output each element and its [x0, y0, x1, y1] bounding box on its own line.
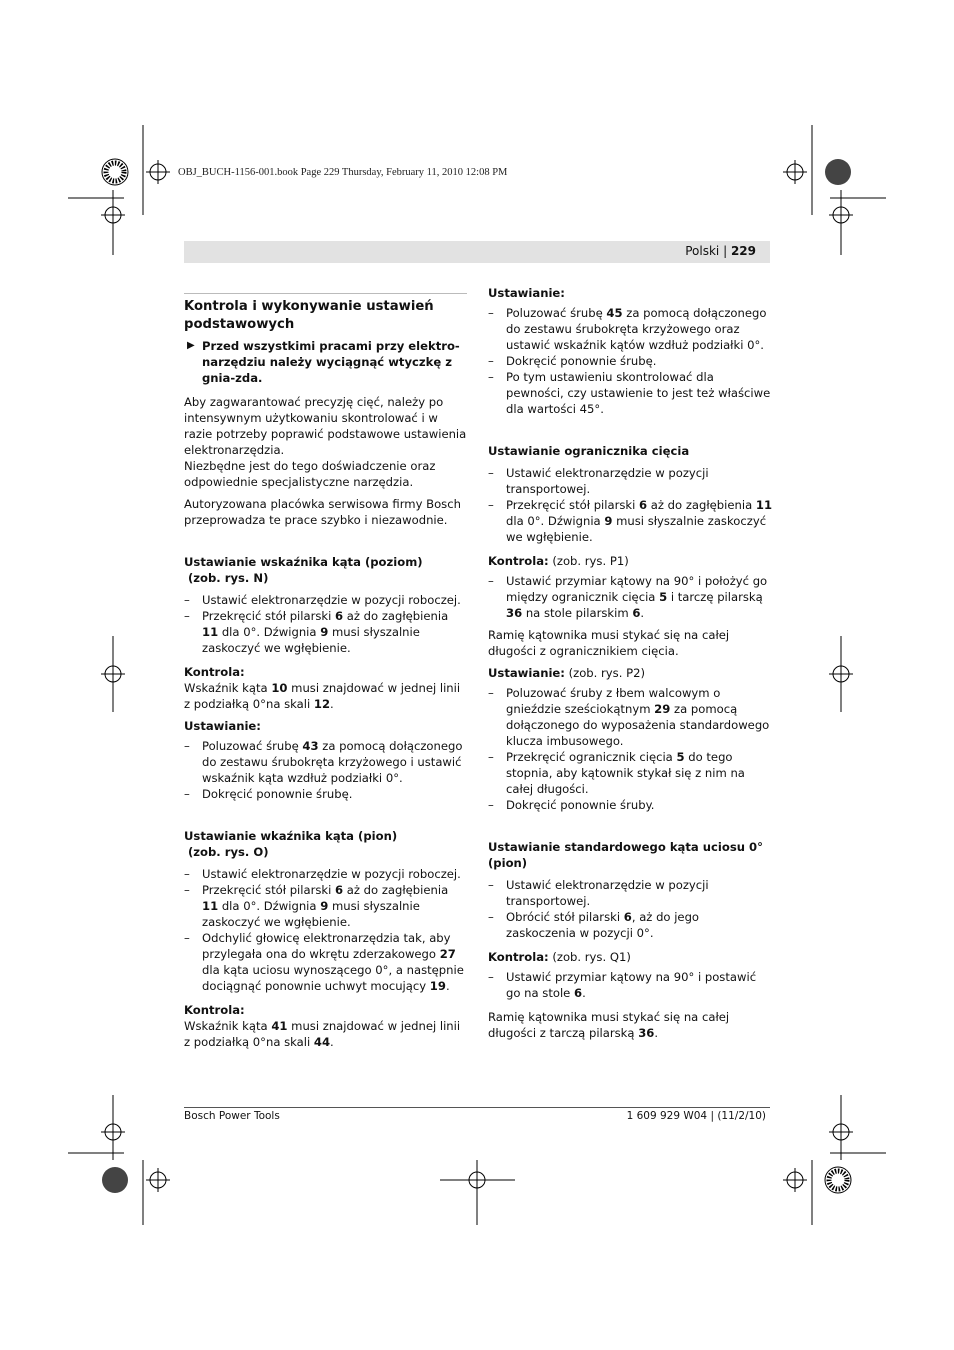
subsection-title: Ustawianie standardowego kąta uciosu 0° (pion): [488, 840, 763, 870]
subsection-subtitle: (zob. rys. O): [188, 845, 269, 859]
instruction-list: [184, 738, 467, 802]
check-text: Wskaźnik kąta 10 musi znajdować w jednej linii z podziałką 0°na skali 12.: [184, 681, 461, 711]
list-item: – Ustawić elektronarzędzie w pozycji transportowej.: [488, 466, 709, 496]
page-header-bar: [184, 241, 770, 263]
list-item: – Dokręcić ponownie śrubę.: [488, 354, 657, 368]
list-item: – Ustawić elektronarzędzie w pozycji transportowej.: [488, 878, 709, 908]
list-item: – Dokręcić ponownie śrubę.: [184, 787, 353, 801]
section-heading: Kontrola i wykonywanie ustawień podstawowych: [184, 293, 467, 334]
setting-heading: [488, 665, 772, 681]
setting-label: Ustawianie:: [488, 666, 565, 680]
figure-ref: (zob. rys. P1): [548, 554, 629, 568]
instruction-list: [488, 465, 772, 545]
safety-warning: [184, 338, 467, 386]
list-item: – Poluzować śrubę 45 za pomocą dołączonego do zestawu śrubokręta krzyżowego oraz ustawić wskaźnik kątów wzdłuż podziałki 0°.: [488, 306, 767, 352]
list-item: – Po tym ustawieniu skontrolować dla pewności, czy ustawienie to jest też właściwe dla wartości 45°.: [488, 370, 771, 416]
list-item: – Ustawić przymiar kątowy na 90° i położyć go między ogranicznik cięcia 5 i tarczę pilarską 36 na stole pilarskim 6.: [488, 574, 768, 620]
language-label: Polski: [685, 244, 720, 258]
list-item: – Przekręcić stół pilarski 6 aż do zagłębienia 11 dla 0°. Dźwignia 9 musi słyszalnie zaskoczyć we wgłębienie.: [488, 498, 773, 544]
footer-brand: Bosch Power Tools: [184, 1110, 280, 1122]
subsection-title: Ustawianie wkaźnika kąta (pion): [184, 829, 398, 843]
list-item: – Odchylić głowicę elektronarzędzia tak, aby przylegała ona do wkrętu zderzakowego 27 dla kąta uciosu wynoszącego 0°, a następnie dociągnąć ponownie uchwyt mocujący 19.: [184, 931, 464, 993]
figure-ref: (zob. rys. P2): [564, 666, 645, 680]
check-label: Kontrola:: [488, 554, 549, 568]
list-item: – Ustawić elektronarzędzie w pozycji roboczej.: [184, 867, 461, 881]
list-item: – Przekręcić ogranicznik cięcia 5 do tego stopnia, aby kątownik stykał się z nim na całej długości.: [488, 750, 745, 796]
check-text: Wskaźnik kąta 41 musi znajdować w jednej linii z podziałką 0°na skali 44.: [184, 1019, 461, 1049]
instruction-list: [488, 969, 772, 1001]
paragraph: Niezbędne jest do tego doświadczenie oraz odpowiednie specjalistyczne narzędzia.: [184, 459, 436, 489]
note-text: Ramię kątownika musi stykać się na całej długości z ogranicznikiem cięcia.: [488, 628, 730, 658]
instruction-list: [488, 573, 772, 621]
subsection-subtitle: (zob. rys. N): [188, 571, 269, 585]
check-label: Kontrola:: [488, 950, 549, 964]
paragraph: Aby zagwarantować precyzję cięć, należy po intensywnym użytkowaniu skontrolować i w razie potrzeby poprawić podstawowe ustawienia elektronarzędzia.: [184, 395, 467, 457]
warning-text: Przed wszystkimi pracami przy elektro-narzędziu należy wyciągnąć wtyczkę z gnia-zda.: [202, 339, 460, 385]
header-separator: |: [723, 244, 728, 258]
left-column: [184, 291, 467, 1050]
paragraph: Autoryzowana placówka serwisowa firmy Bosch przeprowadza te prace szybko i niezawodnie.: [184, 497, 461, 527]
check-label: Kontrola:: [184, 665, 245, 679]
instruction-list: [488, 305, 772, 417]
list-item: – Poluzować śrubę 43 za pomocą dołączonego do zestawu śrubokręta krzyżowego i ustawić wskaźnik kąta wzdłuż podziałki 0°.: [184, 739, 463, 785]
footer-doc-id: 1 609 929 W04 | (11/2/10): [626, 1110, 766, 1122]
instruction-list: [184, 866, 467, 994]
warning-triangle-icon: ▶: [187, 340, 195, 351]
note-text: Ramię kątownika musi stykać się na całej długości z tarczą pilarską 36.: [488, 1010, 730, 1040]
figure-ref: (zob. rys. Q1): [548, 950, 631, 964]
instruction-list: [488, 877, 772, 941]
page-header: [685, 244, 756, 258]
list-item: – Przekręcić stół pilarski 6 aż do zagłębienia 11 dla 0°. Dźwignia 9 musi słyszalnie zaskoczyć we wgłębienie.: [184, 609, 449, 655]
check-heading: [488, 949, 772, 965]
list-item: – Ustawić przymiar kątowy na 90° i postawić go na stole 6.: [488, 970, 757, 1000]
instruction-list: [488, 685, 772, 813]
footer-rule: [184, 1107, 770, 1108]
list-item: – Poluzować śruby z łbem walcowym o gnieździe sześciokątnym 29 za pomocą dołączonego do wyposażenia standardowego klucza imbusowego.: [488, 686, 770, 748]
list-item: – Ustawić elektronarzędzie w pozycji roboczej.: [184, 593, 461, 607]
check-label: Kontrola:: [184, 1003, 245, 1017]
setting-label: Ustawianie:: [184, 719, 261, 733]
page-number: 229: [730, 244, 756, 258]
list-item: – Obrócić stół pilarski 6, aż do jego zaskoczenia w pozycji 0°.: [488, 910, 700, 940]
check-heading: [488, 553, 772, 569]
instruction-list: [184, 592, 467, 656]
list-item: – Przekręcić stół pilarski 6 aż do zagłębienia 11 dla 0°. Dźwignia 9 musi słyszalnie zaskoczyć we wgłębienie.: [184, 883, 449, 929]
list-item: – Dokręcić ponownie śruby.: [488, 798, 655, 812]
right-column: [488, 285, 772, 1041]
subsection-title: Ustawianie wskaźnika kąta (poziom): [184, 555, 423, 569]
file-slug: OBJ_BUCH-1156-001.book Page 229 Thursday, February 11, 2010 12:08 PM: [178, 167, 508, 178]
setting-label: Ustawianie:: [488, 286, 565, 300]
subsection-title: Ustawianie ogranicznika cięcia: [488, 444, 690, 458]
